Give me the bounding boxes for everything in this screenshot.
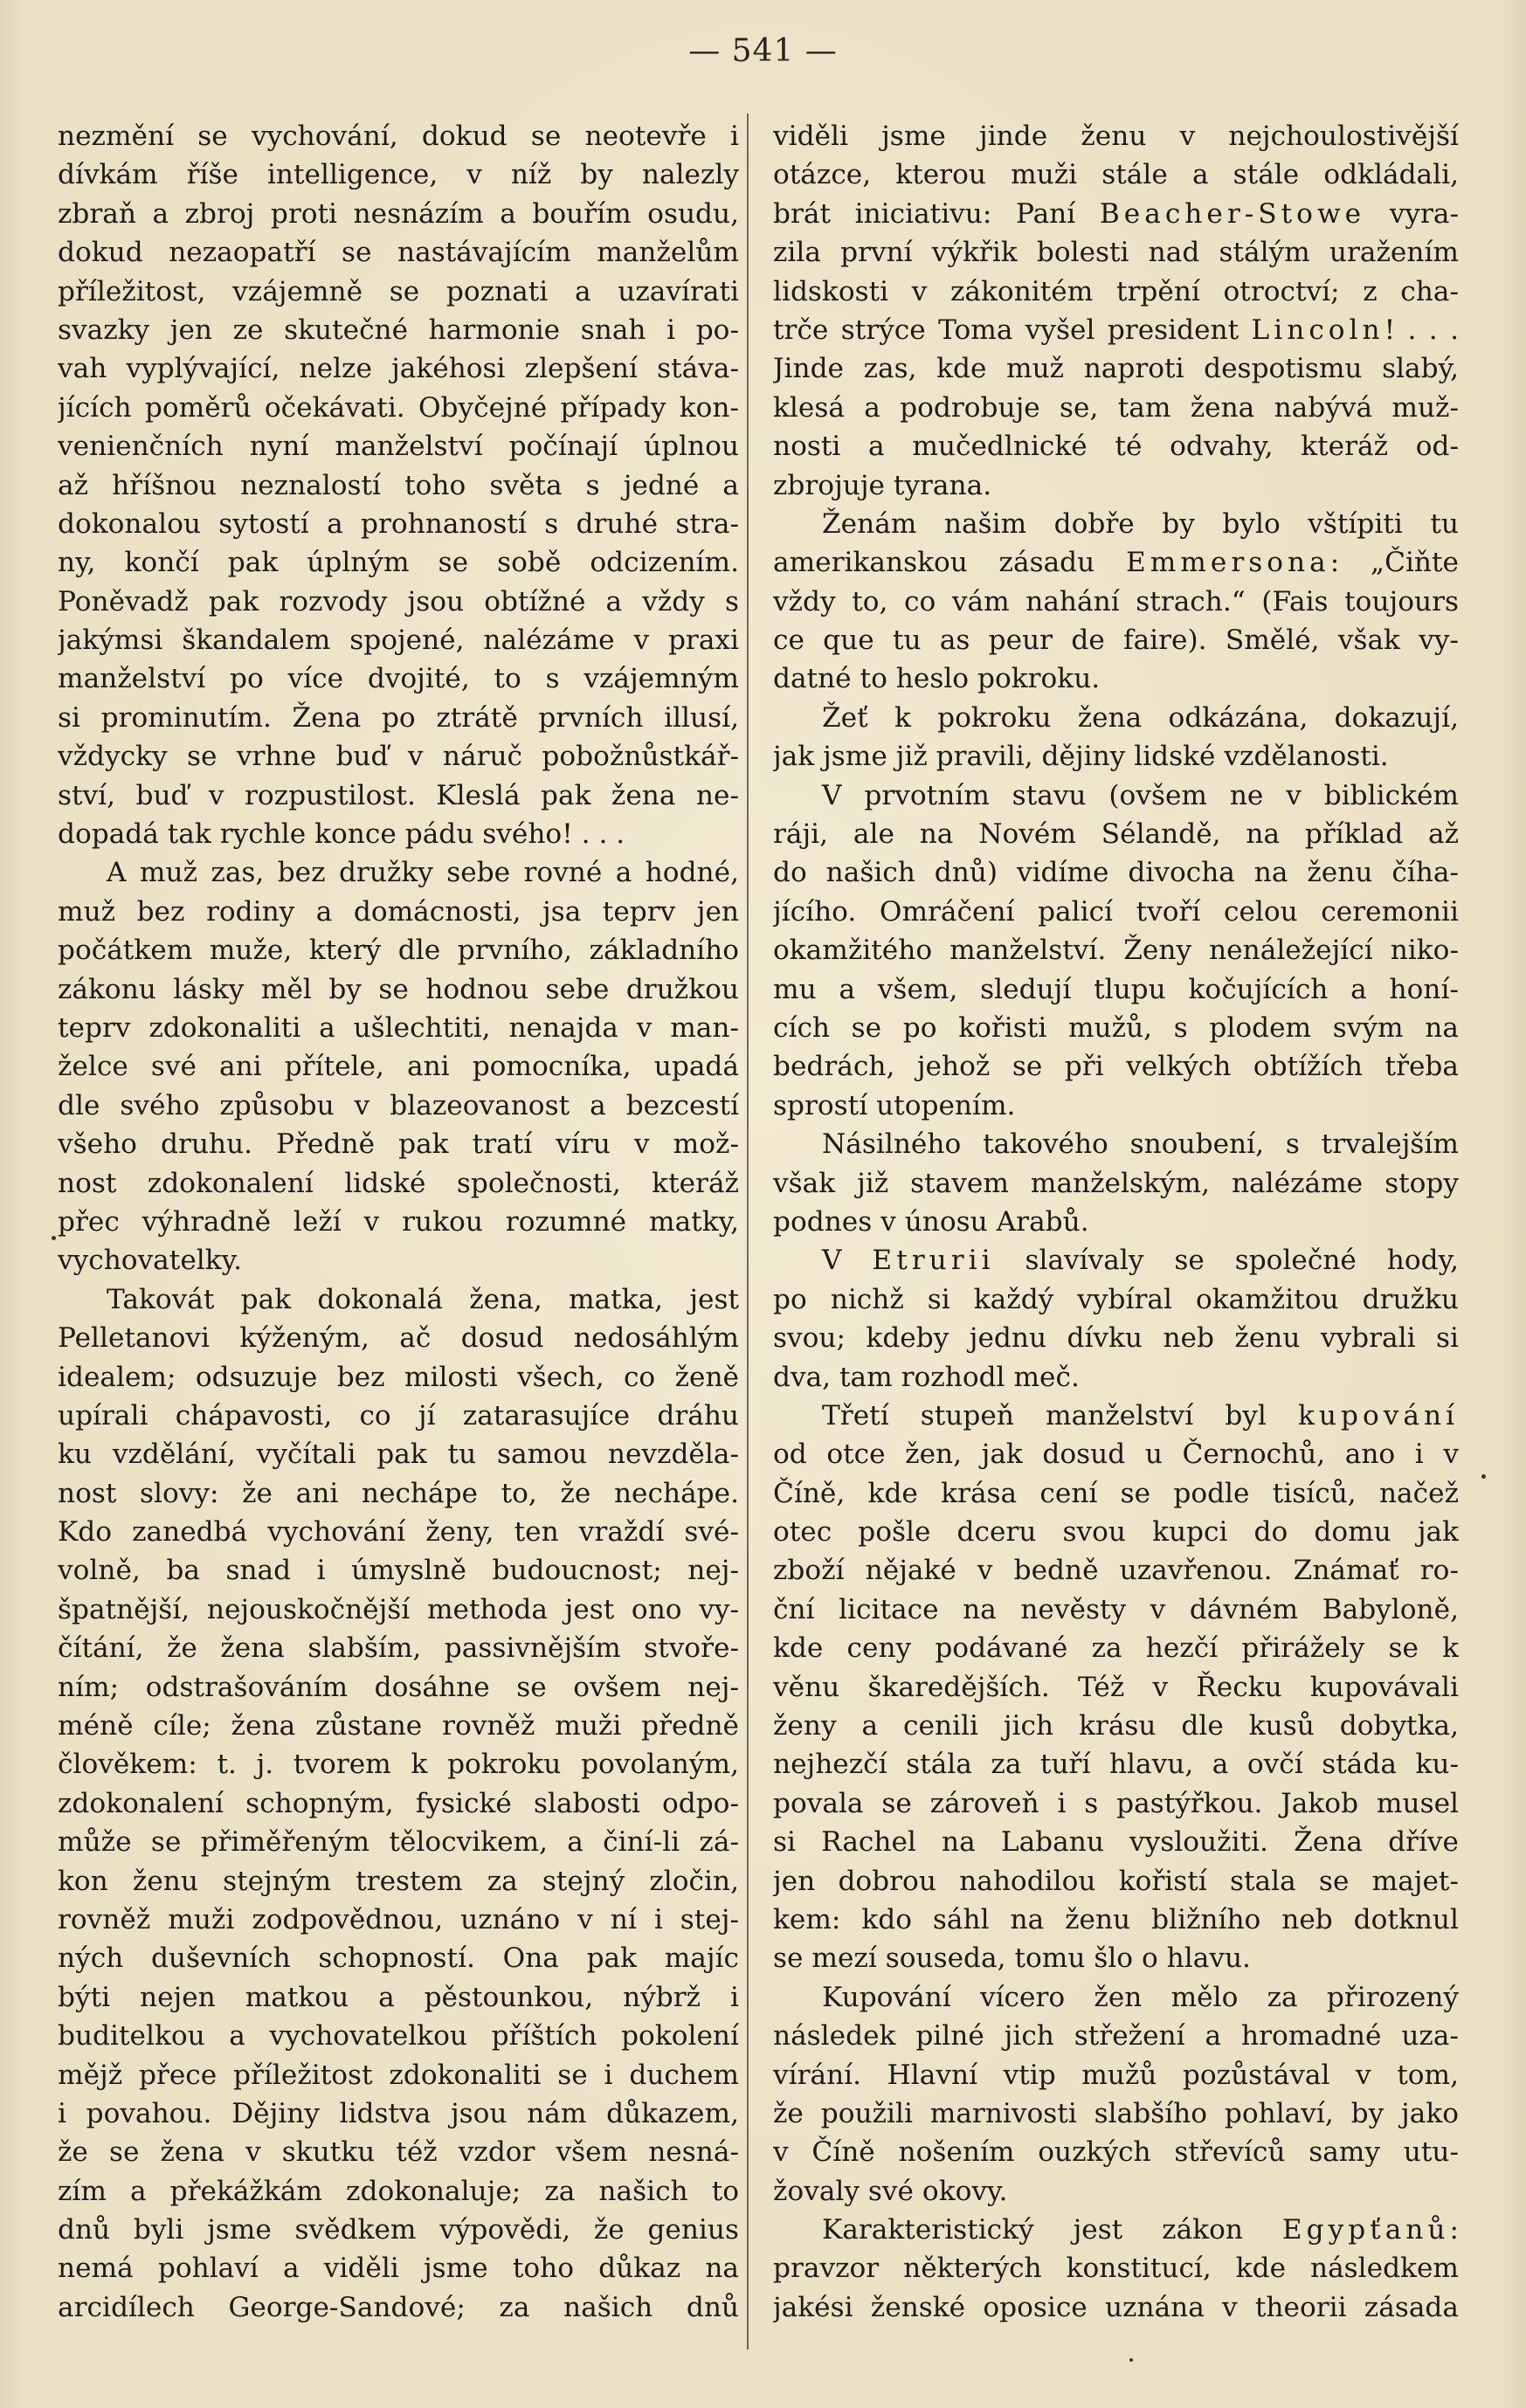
left-column-line: kon ženu stejným trestem za stejný zločin, — [58, 1865, 739, 1897]
left-column-line: člověkem: t. j. tvorem k pokroku povolaným, — [58, 1749, 739, 1781]
right-column-line: nejhezčí stála za tuří hlavu, a ovčí stáda ku- — [773, 1749, 1459, 1781]
right-column-line: věnu škaredějších. Též v Řecku kupovávali — [773, 1671, 1459, 1703]
left-column-line: méně cíle; žena zůstane rovněž muži předně — [58, 1710, 739, 1742]
right-column-line: Třetí stupeň manželství byl kupování — [822, 1399, 1459, 1432]
right-column-line: zila první výkřik bolesti nad stálým uražením — [773, 237, 1459, 269]
right-column-line: Násilného takového snoubení, s trvalejším — [822, 1128, 1459, 1161]
left-column-line: počátkem muže, který dle prvního, základního — [58, 935, 739, 967]
right-column-line: zboží nějaké v bedně uzavřenou. Známať ro- — [773, 1555, 1459, 1587]
right-column-line: ční licitace na nevěsty v dávném Babyloně, — [773, 1593, 1459, 1625]
left-column-line: býti nejen matkou a pěstounkou, nýbrž i — [58, 1981, 739, 2013]
right-column-line: lidskosti v zákonitém trpění otroctví; z cha- — [773, 275, 1459, 307]
left-column-line: přec výhradně leží v rukou rozumné matky, — [58, 1205, 739, 1238]
left-column-line: zím a překážkám zdokonaluje; za našich to — [58, 2175, 739, 2207]
right-column-line: klesá a podrobuje se, tam žena nabývá muž- — [773, 391, 1459, 424]
left-column-line: A muž zas, bez družky sebe rovné a hodné, — [107, 857, 739, 889]
left-column-line: špatnější, nejouskočnější methoda jest ono vy- — [58, 1593, 739, 1625]
emphasized-word: kupování — [1298, 1399, 1459, 1432]
right-column-line: brát iniciativu: Paní Beacher-Stowe vyra- — [773, 197, 1459, 230]
left-column-line: Pelletanovi kýženým, ač dosud nedosáhlým — [58, 1322, 739, 1355]
left-column-line: zákonu lásky měl by se hodnou sebe družkou — [58, 973, 739, 1005]
left-column-line: nemá pohlaví a viděli jsme toho důkaz na — [58, 2253, 739, 2285]
right-column-line: ženy a cenili jich krásu dle kusů dobytka, — [773, 1710, 1459, 1742]
left-column-line: ství, buď v rozpustilost. Kleslá pak žena ne- — [58, 779, 739, 811]
left-column-line: manželství po více dvojité, to s vzájemným — [58, 663, 739, 695]
right-column-line: vírání. Hlavní vtip mužů pozůstával v tom, — [773, 2059, 1459, 2091]
right-column-line: Karakteristický jest zákon Egypťanů: — [822, 2214, 1459, 2246]
right-column-line: bedrách, jehož se při velkých obtížích třeba — [773, 1051, 1459, 1083]
left-column — [58, 117, 739, 2327]
right-column-line: svou; kdeby jednu dívku neb ženu vybrali si — [773, 1322, 1459, 1355]
left-column-line: jakýmsi škandalem spojené, nalézáme v praxi — [58, 624, 739, 657]
left-column-line: idealem; odsuzuje bez milosti všech, co ženě — [58, 1361, 739, 1393]
left-column-line: dívkám říše intelligence, v níž by nalezly — [58, 159, 739, 191]
left-column-line: svazky jen ze skutečné harmonie snah i po- — [58, 314, 739, 346]
left-column-line: Poněvadž pak rozvody jsou obtížné a vždy s — [58, 585, 739, 618]
right-column-line: jícího. Omráčení palicí tvoří celou ceremonii — [773, 895, 1459, 928]
right-column-line: jakési ženské oposice uznána v theorii zásada — [773, 2291, 1459, 2323]
right-column-line: mu a všem, sledují tlupu kočujících a honí- — [773, 973, 1459, 1005]
left-column-line: nost slovy: že ani nechápe to, že nechápe. — [58, 1477, 739, 1509]
column-divider — [747, 114, 749, 2349]
right-column-line: Číně, kde krása cení se podle tisíců, načež — [773, 1477, 1459, 1509]
left-column-line: si prominutím. Žena po ztrátě prvních illusí, — [58, 701, 739, 734]
left-column-line: volně, ba snad i úmyslně budoucnost; nej- — [58, 1555, 739, 1587]
emphasized-word: Emmersona — [1125, 547, 1330, 579]
right-column-line: amerikanskou zásadu Emmersona: „Čiňte — [773, 547, 1459, 579]
right-column-line: sprostí utopením. — [773, 1089, 1016, 1121]
right-column-line: do našich dnů) vidíme divocha na ženu číha- — [773, 857, 1459, 889]
margin-speck — [52, 1236, 56, 1240]
right-column-line: viděli jsme jinde ženu v nejchoulostivější — [773, 121, 1459, 152]
right-column-line: okamžitého manželství. Ženy nenáležející niko- — [773, 935, 1459, 967]
right-column-line: Žeť k pokroku žena odkázána, dokazují, — [822, 701, 1459, 734]
right-column-line: od otce žen, jak dosud u Černochů, ano i v — [773, 1439, 1459, 1471]
right-column-line: si Rachel na Labanu vysloužiti. Žena dříve — [773, 1826, 1459, 1859]
right-column-line: nosti a mučedlnické té odvahy, kteráž od- — [773, 431, 1459, 463]
left-column-line: Takovát pak dokonalá žena, matka, jest — [107, 1283, 739, 1315]
left-column-line: Kdo zanedbá vychování ženy, ten vraždí své- — [58, 1516, 739, 1549]
right-column-line: povala se zároveň i s pastýřkou. Jakob musel — [773, 1787, 1459, 1819]
right-column-line: však již stavem manželským, nalézáme stopy — [773, 1167, 1459, 1199]
left-column-line: muž bez rodiny a domácnosti, jsa teprv jen — [58, 895, 739, 928]
left-column-line: vychovatelky. — [58, 1245, 243, 1277]
right-column-line: pravzor některých konstitucí, kde následkem — [773, 2253, 1459, 2285]
left-column-line: ny, končí pak úplným se sobě odcizením. — [58, 547, 739, 579]
left-column-line: ku vzdělání, vyčítali pak tu samou nevzděla- — [58, 1439, 739, 1471]
left-column-line: mějž přece příležitost zdokonaliti se i duchem — [58, 2059, 739, 2091]
left-column-line: čítání, že žena slabším, passivnějším stvoře- — [58, 1632, 739, 1665]
left-column-line: jících poměrů očekávati. Obyčejné případy kon- — [58, 391, 739, 424]
margin-speck — [1481, 1474, 1486, 1479]
emphasized-word: Etrurii — [872, 1245, 995, 1277]
right-column-line: vždy to, co vám nahání strach.“ (Fais toujours — [773, 585, 1459, 618]
emphasized-word: Lincoln — [1251, 314, 1384, 346]
left-column-line: všeho druhu. Předně pak tratí víru v mož- — [58, 1128, 739, 1161]
right-column-line: otec pošle dceru svou kupci do domu jak — [773, 1516, 1459, 1549]
page-number: — 541 — — [688, 33, 838, 69]
left-column-line: dle svého způsobu v blazeovanost a bezcestí — [58, 1089, 739, 1121]
left-column-line: zbraň a zbroj proti nesnázím a bouřím osudu, — [58, 197, 739, 230]
left-column-line: dnů byli jsme svědkem výpovědi, že genius — [58, 2214, 739, 2246]
right-column-line: trče strýce Toma vyšel president Lincoln! . . . — [773, 314, 1459, 346]
right-column-line: se mezí souseda, tomu šlo o hlavu. — [773, 1942, 1251, 1975]
left-column-line: vždycky se vrhne buď v náruč pobožnůstkář- — [58, 741, 739, 773]
right-column-line: jak jsme již pravili, dějiny lidské vzdělanosti. — [773, 741, 1389, 773]
left-column-line: může se přiměřeným tělocvikem, a činí-li zá- — [58, 1826, 739, 1859]
left-column-line: venienčních nyní manželství počínají úplnou — [58, 431, 739, 463]
left-column-line: i povahou. Dějiny lidstva jsou nám důkazem, — [58, 2097, 739, 2129]
left-column-line: dopadá tak rychle konce pádu svého! . . . — [58, 818, 625, 851]
left-column-line: až hříšnou neznalostí toho světa s jedné a — [58, 469, 739, 501]
left-column-line: ním; odstrašováním dosáhne se ovšem nej- — [58, 1671, 739, 1703]
right-column-line: V prvotním stavu (ovšem ne v biblickém — [822, 779, 1459, 811]
left-column-line: arcidílech George-Sandové; za našich dnů — [58, 2291, 739, 2323]
left-column-line: rovněž muži zodpovědnou, uznáno v ní i stej- — [58, 1903, 739, 1935]
left-column-line: příležitost, vzájemně se poznati a uzavírati — [58, 275, 739, 307]
left-column-line: nost zdokonalení lidské společnosti, kteráž — [58, 1167, 739, 1199]
right-column-line: cích se po kořisti mužů, s plodem svým na — [773, 1011, 1459, 1044]
right-column-line: že použili marnivosti slabšího pohlaví, by jako — [773, 2097, 1459, 2129]
right-column-line: po nichž si každý vybíral okamžitou družku — [773, 1283, 1459, 1315]
right-column-line: dva, tam rozhodl meč. — [773, 1361, 1080, 1393]
right-column — [773, 117, 1459, 2327]
left-column-line: že se žena v skutku též vzdor všem nesná- — [58, 2136, 739, 2169]
right-column-line: Ženám našim dobře by bylo vštípiti tu — [822, 507, 1459, 540]
left-column-line: teprv zdokonaliti a ušlechtiti, nenajda v man- — [58, 1011, 739, 1044]
left-column-line: želce své ani přítele, ani pomocníka, upadá — [58, 1051, 739, 1083]
left-column-line: buditelkou a vychovatelkou příštích pokolení — [58, 2020, 739, 2053]
right-column-line: ce que tu as peur de faire). Smělé, však vy- — [773, 624, 1459, 657]
right-column-line: kem: kdo sáhl na ženu bližního neb dotknul — [773, 1903, 1459, 1935]
right-column-line: Kupování vícero žen mělo za přirozený — [822, 1981, 1459, 2013]
right-column-line: zbrojuje tyrana. — [773, 469, 992, 501]
right-column-line: následek pilné jich střežení a hromadné uza- — [773, 2020, 1459, 2053]
emphasized-word: Beacher-Stowe — [1099, 197, 1366, 230]
right-column-line: V Etrurii slavívaly se společné hody, — [822, 1245, 1459, 1277]
right-column-line: datné to heslo pokroku. — [773, 663, 1101, 695]
right-column-line: žovaly své okovy. — [773, 2175, 1008, 2207]
right-column-line: v Číně nošením ouzkých střevíců samy utu- — [773, 2136, 1459, 2169]
left-column-line: ných duševních schopností. Ona pak majíc — [58, 1942, 739, 1975]
right-column-line: jen dobrou nahodilou kořistí stala se majet- — [773, 1865, 1459, 1897]
left-column-line: nezmění se vychování, dokud se neotevře i — [58, 121, 739, 152]
emphasized-word: Egypťanů — [1281, 2214, 1450, 2246]
right-column-line: Jinde zas, kde muž naproti despotismu slabý, — [773, 353, 1459, 385]
right-column-line: podnes v únosu Arabů. — [773, 1205, 1089, 1238]
left-column-line: dokonalou sytostí a prohnaností s druhé stra- — [58, 507, 739, 540]
left-column-line: vah vyplývající, nelze jakéhosi zlepšení stáva- — [58, 353, 739, 385]
right-column-line: otázce, kterou muži stále a stále odkládali, — [773, 159, 1459, 191]
left-column-line: upírali chápavosti, co jí zatarasujíce dráhu — [58, 1399, 739, 1432]
left-column-line: zdokonalení schopným, fysické slabosti odpo- — [58, 1787, 739, 1819]
margin-speck — [1129, 2358, 1133, 2362]
right-column-line: ráji, ale na Novém Sélandě, na příklad až — [773, 818, 1459, 851]
left-column-line: dokud nezaopatří se nastávajícím manželům — [58, 237, 739, 269]
right-column-line: kde ceny podávané za hezčí přirážely se k — [773, 1632, 1459, 1665]
